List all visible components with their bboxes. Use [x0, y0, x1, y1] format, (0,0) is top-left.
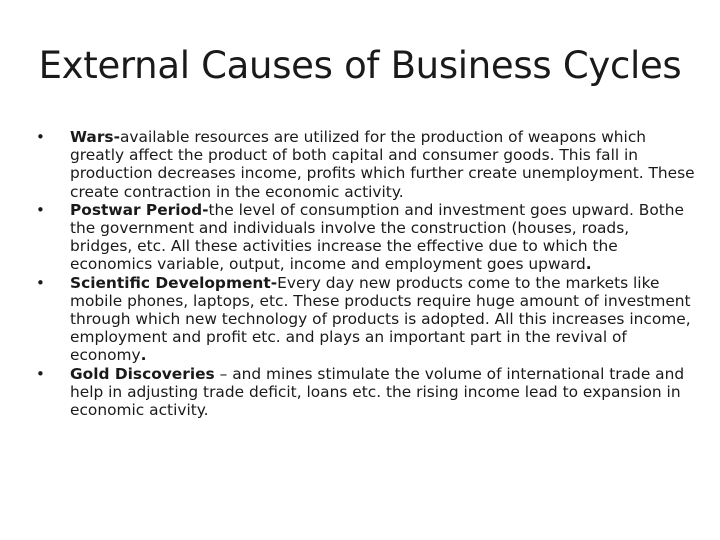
bullet-tail: . [585, 255, 592, 274]
bullet-text: and mines stimulate the volume of international trade and help in adjusting trade deficit, loans etc. the rising income lead to expansion in economic activity. [70, 364, 685, 420]
bullet-item-gold-discoveries [36, 365, 696, 420]
bullet-separator: – [214, 364, 233, 383]
bullet-term: Scientific Development [70, 273, 271, 292]
bullet-separator: - [202, 200, 209, 219]
bullet-term: Gold Discoveries [70, 364, 215, 383]
bullet-term: Postwar Period [70, 200, 203, 219]
bullet-marker: • [36, 128, 45, 146]
bullet-list [36, 128, 696, 419]
bullet-item-postwar-period [36, 201, 696, 274]
bullet-item-scientific-development [36, 274, 696, 365]
bullet-separator: - [270, 273, 278, 292]
bullet-text: Every day new products come to the markets like mobile phones, laptops, etc. These products require huge amount of investment through which new technology of products is adopted. All this increases income, employment and profit etc. and plays an important part in the revival of economy [70, 273, 691, 365]
bullet-tail: . [140, 346, 147, 365]
bullet-separator: - [113, 128, 120, 146]
slide-title: External Causes of Business Cycles [38, 44, 682, 87]
bullet-marker: • [36, 364, 45, 383]
bullet-term: Wars [70, 128, 114, 146]
bullet-marker: • [36, 273, 45, 292]
bullet-marker: • [36, 200, 45, 219]
bullet-text: the level of consumption and investment goes upward. Bothe the government and individuals involve the construction (houses, roads, bridges, etc. All these activities increase the effective due to which the economics variable, output, income and employment goes upward [70, 200, 685, 274]
bullet-text: available resources are utilized for the production of weapons which greatly affect the product of both capital and consumer goods. This fall in production decreases income, profits which further create unemployment. These create contraction in the economic activity. [70, 128, 695, 201]
bullet-item-wars [36, 128, 696, 201]
